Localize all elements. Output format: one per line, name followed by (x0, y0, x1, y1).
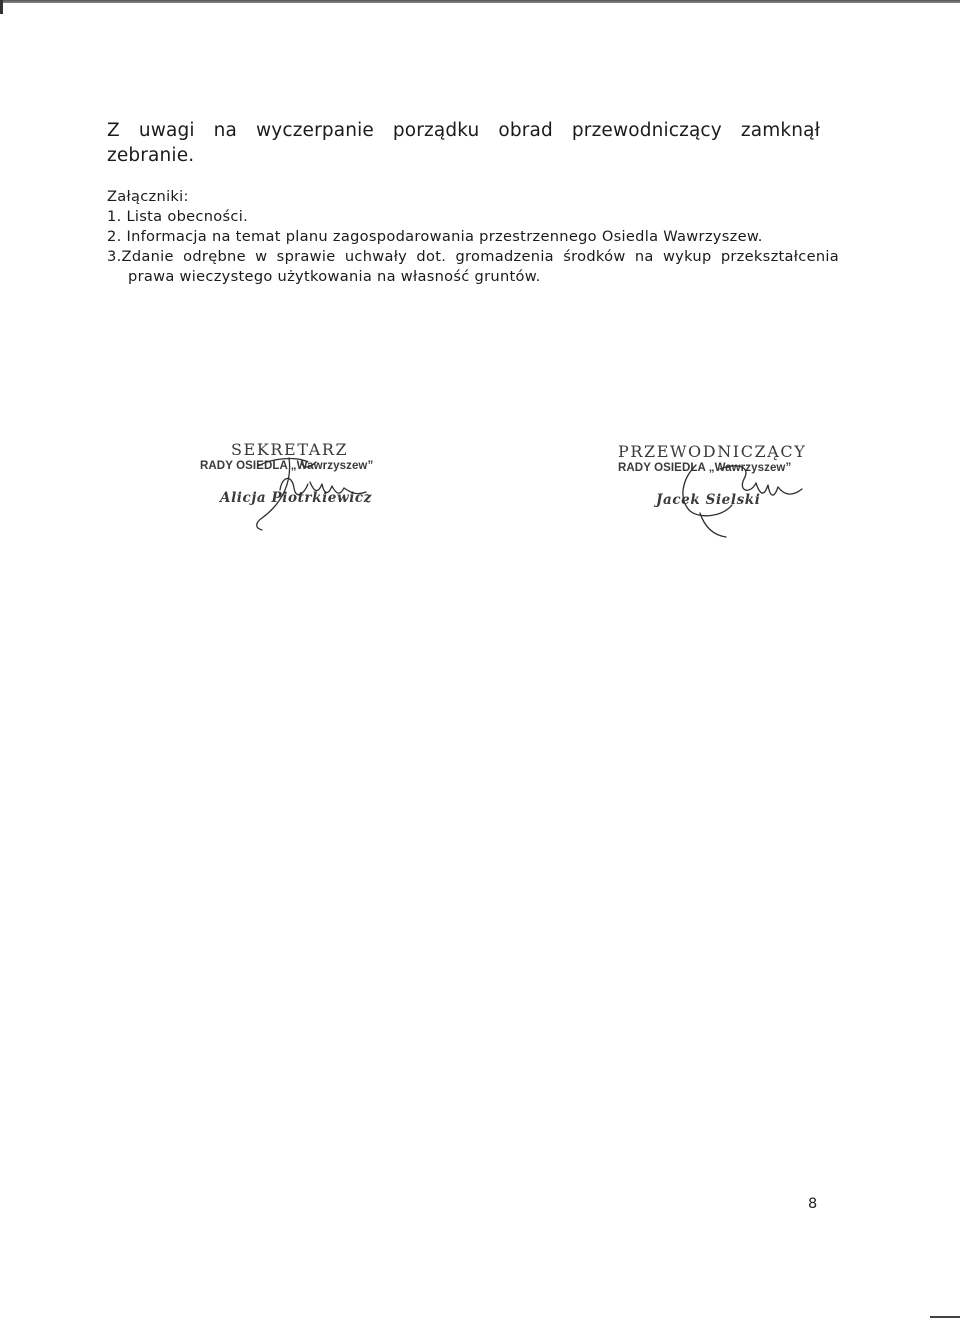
attachment-item-2: 2. Informacja na temat planu zagospodarowania przestrzennego Osiedla Wawrzyszew. (107, 228, 763, 245)
secretary-stamp-name: Alicja Piotrkiewicz (220, 490, 373, 506)
scan-edge-mark (0, 0, 3, 14)
chairman-stamp (618, 442, 808, 508)
attachment-item-1: 1. Lista obecności. (107, 208, 249, 225)
attachments-section (107, 187, 839, 287)
chairman-stamp-name: Jacek Sielski (656, 492, 761, 508)
secretary-stamp-title: SEKRETARZ (231, 440, 349, 459)
chairman-stamp-council: RADY OSIEDLA „Wawrzyszew” (618, 462, 792, 474)
secretary-stamp (200, 440, 390, 506)
scan-edge-top (0, 0, 960, 3)
chairman-stamp-title: PRZEWODNICZĄCY (618, 442, 807, 461)
attachments-heading: Załączniki: (107, 188, 189, 205)
document-body (107, 118, 839, 287)
scan-edge-corner (930, 1316, 960, 1318)
closing-sentence: Z uwagi na wyczerpanie porządku obrad przewodniczący zamknął zebranie. (107, 120, 820, 166)
attachment-item-3: 3.Zdanie odrębne w sprawie uchwały dot. gromadzenia środków na wykup przekształcenia prawa wieczystego użytkowania na własność gruntów. (107, 248, 839, 285)
page-number: 8 (808, 1196, 818, 1212)
secretary-stamp-council: RADY OSIEDLA „Wawrzyszew” (200, 460, 374, 472)
